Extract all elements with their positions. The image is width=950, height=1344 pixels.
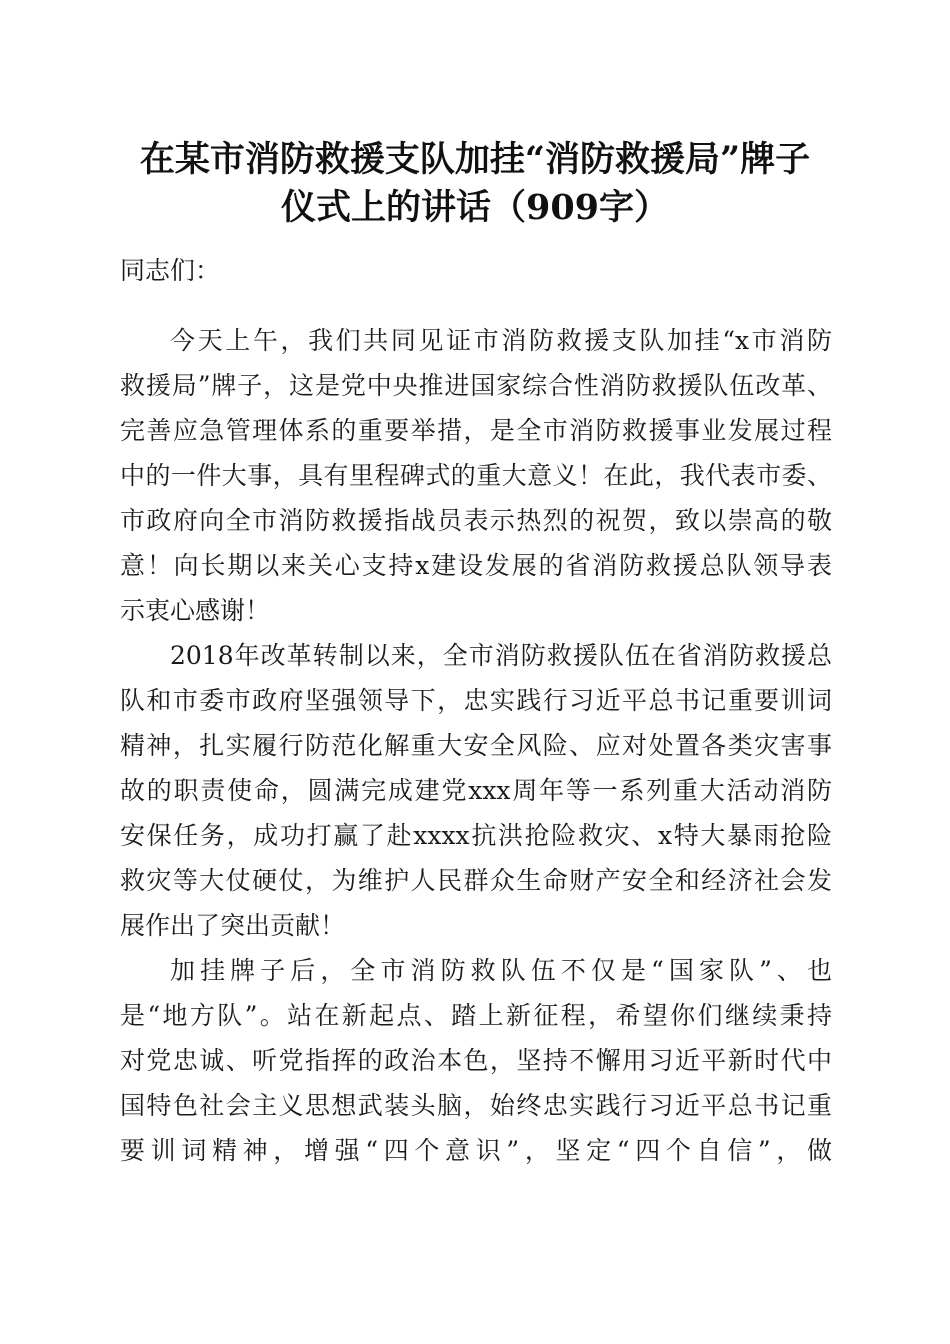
body-line: 中的一件大事，具有里程碑式的重大意义！在此，我代表市委、 [120, 461, 832, 490]
body-line: 救援局”牌子，这是党中央推进国家综合性消防救援队伍改革、 [120, 371, 832, 400]
body-line: 故的职责使命，圆满完成建党xxx周年等一系列重大活动消防 [120, 776, 832, 805]
body-line: 加挂牌子后，全市消防救队伍不仅是“国家队”、也 [170, 956, 832, 985]
body-line: 队和市委市政府坚强领导下，忠实践行习近平总书记重要训词 [120, 686, 832, 715]
body-line: 是“地方队”。站在新起点、踏上新征程，希望你们继续秉持 [120, 1001, 832, 1030]
body-line: 完善应急管理体系的重要举措，是全市消防救援事业发展过程 [120, 416, 832, 445]
body-line: 今天上午，我们共同见证市消防救援支队加挂“x市消防 [170, 326, 832, 355]
body-line: 展作出了突出贡献！ [120, 911, 346, 940]
body-line: 安保任务，成功打赢了赴xxxx抗洪抢险救灾、x特大暴雨抢险 [120, 821, 832, 850]
body-line: 救灾等大仗硬仗，为维护人民群众生命财产安全和经济社会发 [120, 866, 832, 895]
body-line: 要训词精神，增强“四个意识”，坚定“四个自信”，做 [120, 1136, 832, 1165]
document-title-line-2: 仪式上的讲话（909字） [280, 187, 670, 228]
body-line: 国特色社会主义思想武装头脑，始终忠实践行习近平总书记重 [120, 1091, 832, 1120]
document-title-line-1: 在某市消防救援支队加挂“消防救援局”牌子 [139, 139, 811, 180]
body-line: 对党忠诚、听党指挥的政治本色，坚持不懈用习近平新时代中 [120, 1046, 832, 1075]
body-line: 2018年改革转制以来，全市消防救援队伍在省消防救援总 [170, 641, 832, 670]
salutation: 同志们： [120, 256, 221, 285]
body-line: 精神，扎实履行防范化解重大安全风险、应对处置各类灾害事 [120, 731, 832, 760]
body-line: 示衷心感谢！ [120, 596, 271, 625]
body-line: 市政府向全市消防救援指战员表示热烈的祝贺，致以崇高的敬 [120, 506, 832, 535]
body-line: 意！向长期以来关心支持x建设发展的省消防救援总队领导表 [120, 551, 832, 580]
